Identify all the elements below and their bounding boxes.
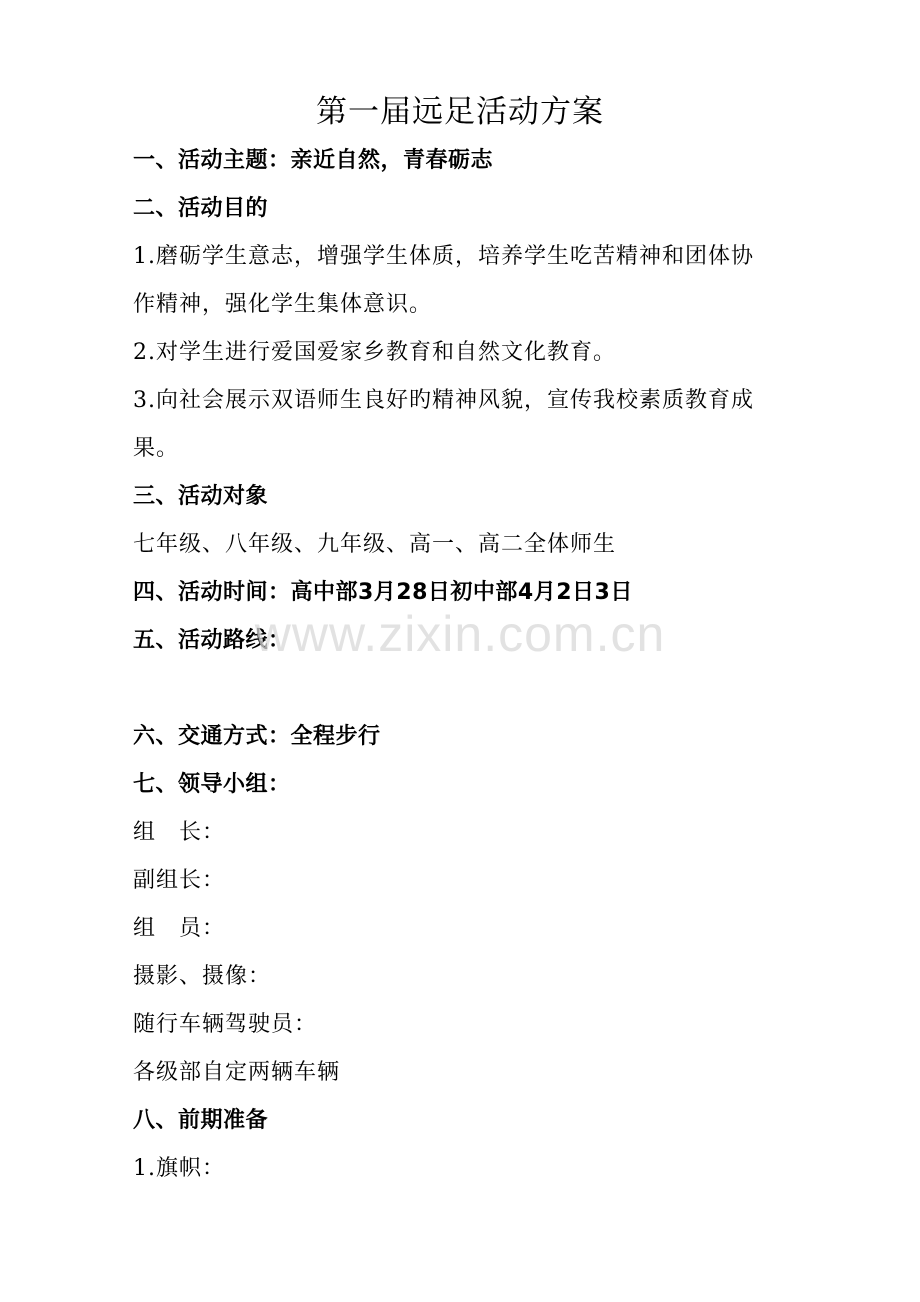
member-label: 组 员： [133,916,226,941]
purpose-item-3-line-1: 3.向社会展示双语师生良好旳精神风貌，宣传我校素质教育成 [133,388,754,413]
photography-label: 摄影、摄像： [133,964,272,989]
deputy-leader-label: 副组长： [133,868,226,893]
purpose-item-1-line-1: 1.磨砺学生意志，增强学生体质，培养学生吃苦精神和团体协 [133,244,754,269]
section-heading-preparation: 八、前期准备 [133,1108,269,1133]
preparation-item-flags: 1.旗帜： [133,1156,225,1181]
document-title: 第一届远足活动方案 [316,94,604,130]
purpose-item-3-line-2: 果。 [133,436,180,461]
vehicle-note: 各级部自定两辆车辆 [133,1060,341,1085]
participants-text: 七年级、八年级、九年级、高一、高二全体师生 [133,532,617,557]
section-heading-transport: 六、交通方式：全程步行 [133,724,381,749]
section-heading-theme: 一、活动主题：亲近自然，青春砺志 [133,148,494,173]
section-heading-route: 五、活动路线： [133,628,291,653]
purpose-item-1-line-2: 作精神，强化学生集体意识。 [133,292,433,317]
section-heading-purpose: 二、活动目的 [133,196,269,221]
leader-label: 组 长： [133,820,226,845]
purpose-item-2: 2.对学生进行爱国爱家乡教育和自然文化教育。 [133,340,616,365]
watermark: www.zixin.com.cn [254,606,666,662]
driver-label: 随行车辆驾驶员： [133,1012,318,1037]
section-heading-participants: 三、活动对象 [133,484,269,509]
section-heading-time: 四、活动时间：高中部3月28日初中部4月2日3日 [133,580,633,605]
section-heading-leadership: 七、领导小组： [133,772,291,797]
